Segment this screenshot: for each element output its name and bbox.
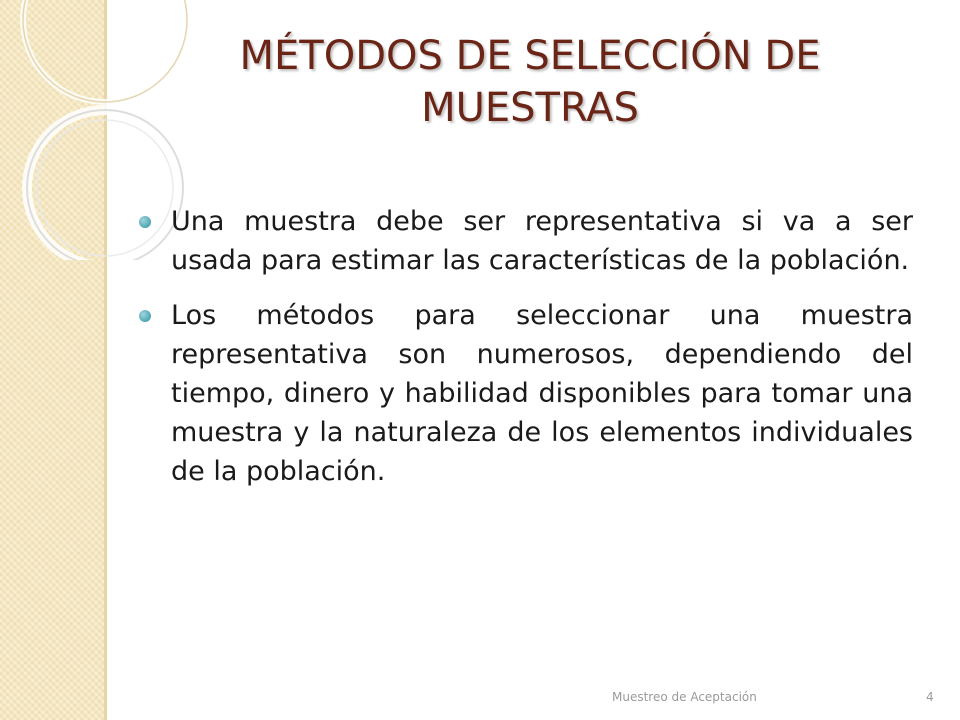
bullet-list bbox=[133, 202, 913, 507]
bullet-text: Una muestra debe ser representativa si va a ser usada para estimar las características de la población. bbox=[171, 206, 913, 276]
bullet-marker-icon bbox=[139, 216, 151, 228]
decorative-side-band bbox=[0, 0, 107, 720]
bullet-item bbox=[133, 296, 913, 491]
page-number: 4 bbox=[926, 690, 934, 704]
bullet-text: Los métodos para seleccionar una muestra representativa son numerosos, dependiendo del tiempo, dinero y habilidad disponibles para tomar una muestra y la naturaleza de los elementos individuales de la población. bbox=[171, 300, 913, 487]
slide-footer: Muestreo de Aceptación bbox=[612, 690, 757, 704]
slide-title: MÉTODOS DE SELECCIÓN DE MUESTRAS bbox=[239, 33, 821, 131]
bullet-marker-icon bbox=[139, 310, 151, 322]
bullet-item bbox=[133, 202, 913, 280]
